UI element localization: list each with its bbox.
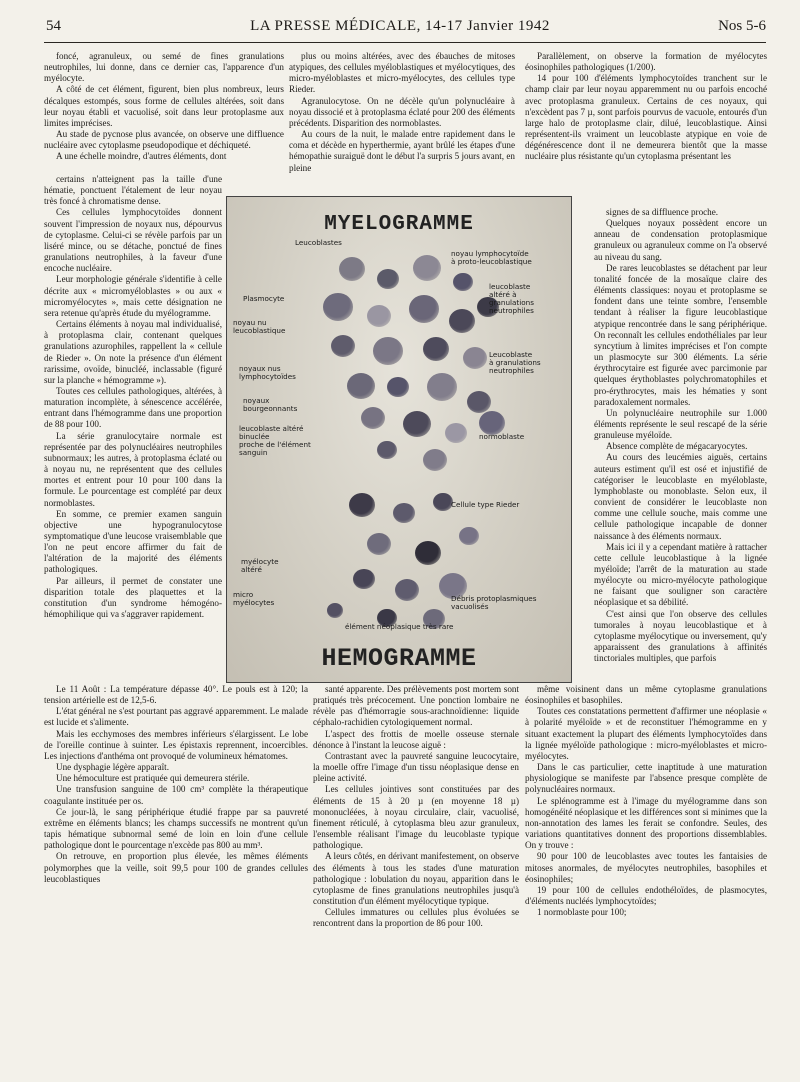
paragraph: 1 normoblaste pour 100; [537,907,627,918]
paragraph: Ce jour-là, le sang périphérique étudié frappe par sa pauvreté extrême en éléments blancs; les champs successifs ne montrent qu'un tapis hématique subnormal semé de loin en loin d'une cellule pathologique dont le pourcentage n'excède pas 800 au mm³. [44,806,308,851]
label-noyaux-nus: noyaux nus lymphocytoïdes [239,364,296,381]
paragraph: Quelques noyaux possèdent encore un anneau de condensation protoplasmique granuleux ou agranuleux comme on l'a observé au niveau du sang. [594,218,767,262]
paragraph: 90 pour 100 de leucoblastes avec toutes les fantaisies de mitoses anormales, de myélocytes neutrophiles, basophiles et éosinophiles; [525,851,767,884]
paragraph: Toutes ces cellules pathologiques, altérées, à maturation incomplète, à sénescence accélérée, entrant dans l'hémogramme dans une proportion de 88 pour 100. [44,385,222,430]
paragraph: Ces cellules lymphocytoïdes donnent souvent l'impression de noyaux nus, dépourvus de cytoplasme. Celui-ci se révèle parfois par un liséré mince, ou se détache, ponctué de fines granulations neutrophiles, à la faveur d'une encoche nucléaire. [44,207,222,274]
paragraph: plus ou moins altérées, avec des ébauches de mitoses atypiques, des cellules myéloblastiques et myélocytiques, des micro-myéloblastes et micro-myélocytes, des cellules type Rieder. [289,51,515,95]
col1-bottom [44,684,308,885]
label-leucoblaste-altere: leucoblaste altéré à granulations neutrophiles [489,282,534,315]
col1-top [44,51,284,163]
label-myelocyte-altere: myélocyte altéré [241,557,279,574]
paragraph: Au stade de pycnose plus avancée, on observe une diffluence nucléaire avec cytoplasme pseudopodique et déchiqueté. [44,129,284,151]
blood-cell [331,335,355,357]
paragraph: De rares leucoblastes se détachent par leur tonalité foncée de la mosaïque claire des éléments classiques: noyau et protoplasme se fondent dans une teinte sombre, l'ensemble tendant à réaliser la figure leucoblastique atypique rencontrée dans le sang périphérique. On reconnaît les cellules endothéliales par leur syncytium à limites imprécises et l'on compte un plasmocyte sur 300 éléments. La série érythrocytaire est figurée avec parcimonie par quelques érythoblastes polychromatophiles et pro-érythrocytes, mais les hématies y sont paradoxalement normales. [594,262,767,407]
paragraph: Le 11 Août : La température dépasse 40°. Le pouls est à 120; la tension artérielle est de 12,5-6. [44,684,308,706]
figure-title-hemogramme: HEMOGRAMME [321,644,477,673]
paragraph: signes de sa diffluence proche. [606,207,719,217]
page-header [0,18,800,40]
paragraph: L'aspect des frottis de moelle osseuse sternale dénonce à l'instant la leucose aiguë : [313,728,519,750]
paragraph: En somme, ce premier examen sanguin objective une hypogranulocytose symptomatique d'une leucose vraisemblable que l'on ne peut encore affirmer du fait de l'altération de la majorité des éléments pathologiques. [44,508,222,575]
paragraph: certains n'atteignent pas la taille d'une hématie, ponctuent l'étalement de leur noyau très foncé à chromatisme dense. [44,174,222,207]
paragraph: A une échelle moindre, d'autres éléments, dont [56,151,227,162]
blood-cell [449,309,475,333]
paragraph: Mais ici il y a cependant matière à rattacher cette cellule leucoblastique à la lignée myéloïde; l'arrêt de la maturation au stade myélocyte ou micro-myélocyte pathologique ne faisant que souligner son caractère néoplasique et sa débilité. [594,541,767,608]
paragraph: Absence complète de mégacaryocytes. [606,441,748,452]
paragraph: Une transfusion sanguine de 100 cm³ complète la thérapeutique coagulante instituée per os. [44,784,308,806]
issue-numbers: Nos 5-6 [718,18,766,34]
label-leucoblaste-granulations: Leucoblaste à granulations neutrophiles [489,350,541,375]
blood-cell [373,337,403,365]
col3-top [525,51,767,163]
label-normoblaste: normoblaste [479,432,525,441]
paragraph: Un polynucléaire neutrophile sur 1.000 éléments représente le seul rescapé de la série granuleuse myéloïde. [594,407,767,441]
figure-title-myelogramme: MYELOGRAMME [324,213,474,236]
label-micro-myelocytes: micro myélocytes [233,590,275,607]
paragraph: L'état général ne s'est pourtant pas aggravé apparemment. Le malade est lucide et s'alimente. [44,706,308,728]
col3-narrow [594,207,767,664]
paragraph: Parallèlement, on observe la formation de myélocytes éosinophiles pathologiques (1/200). [525,51,767,73]
paragraph: Au cours des leucémies aiguës, certains auteurs estiment qu'il est osé et injustifié de catégoriser le leucoblaste en myéloblaste, lymphoblaste ou monoblaste. Selon eux, il convient de considérer le leucoblaste non comme une cellule souche, mais comme une cellule pathologique incapable de donner naissance à des éléments normaux. [594,452,767,541]
label-rieder: Cellule type Rieder [451,500,520,509]
col2-top [289,51,515,174]
blood-cell [323,293,353,321]
blood-cell [353,569,375,589]
label-leucoblaste-binucle: leucoblaste altéré binuclée proche de l'élément sanguin [239,424,311,457]
blood-cell [395,579,419,601]
blood-cell [427,373,457,401]
col1-narrow [44,174,222,620]
blood-cell [463,347,487,369]
paragraph: La série granulocytaire normale est représentée par des polynucléaires neutrophiles subnormaux; les autres, à protoplasma éclaté ou à noyau nu, ne représentent que des cellules mortes et entrent pour 10 pour 100 dans la formule. Le pourcentage est complété par deux normoblastes. [44,430,222,508]
label-debris: Débris protoplasmiques vacuolisés [451,594,537,611]
blood-cell [423,337,449,361]
label-leucoblastes: Leucoblastes [295,238,342,247]
paragraph: Contrastant avec la pauvreté sanguine leucocytaire, la moelle offre l'image d'un tissu néoplasique dense en pleine activité. [313,750,519,784]
paragraph: Cellules immatures ou cellules plus évoluées se rencontrent dans la proportion de 86 pour 100. [313,907,519,929]
blood-cell [415,541,441,565]
paragraph: Certains éléments à noyau mal individualisé, à protoplasma clair, contenant quelques granulations azurophiles, rappellent la « cellule de Rieder ». On note la présence d'un élément rarissime, ovoïde, binucléé, inclassable (figuré sur la planche « hémogramme »). [44,319,222,385]
header-rule [44,42,766,43]
masthead: LA PRESSE MÉDICALE, 14-17 Janvier 1942 [250,18,550,34]
blood-cell [409,295,439,323]
paragraph: Au cours de la nuit, le malade entre rapidement dans le coma et décède en hyperthermie, ayant brûlé les étapes d'une hémopathie suraiguë dont le début l'a surpris 5 jours avant, en pleine [289,129,515,173]
blood-cell [361,407,385,429]
blood-cell [349,493,375,517]
paragraph: Par ailleurs, il permet de constater une disparition totale des plaquettes et la constitution d'un syndrome hémogéno-hémophilique qui va s'aggraver rapidement. [44,575,222,620]
col2-bottom [313,684,519,929]
blood-cell [423,449,447,471]
label-plasmocyte: Plasmocyte [243,294,285,303]
page-number: 54 [46,18,61,34]
col3-bottom [525,684,767,918]
blood-cell [467,391,491,413]
blood-cell [433,493,453,511]
blood-cell [367,533,391,555]
paragraph: même voisinent dans un même cytoplasme granulations éosinophiles et basophiles. [525,684,767,706]
paragraph: santé apparente. Des prélèvements post mortem sont pratiqués très précocement. Une ponction lombaire ne révèle pas d'hémorragie sous-arachnoïdienne: liquide céphalo-rachidien cytologiquement normal. [313,684,519,728]
paragraph: Toutes ces constatations permettent d'affirmer une néoplasie « à polarité myéloïde » et de reconstituer l'hémogramme en y situant exactement la plupart des éléments lymphocytoïdes dans la lignée myéloïde pathologique : micro-myéloblastes et micro-myélocytes. [525,706,767,761]
paragraph: Une dysphagie légère apparaît. [56,762,169,773]
blood-cell [327,603,343,618]
blood-cell [459,527,479,545]
paragraph: Mais les ecchymoses des membres inférieurs s'élargissent. Le lobe de l'oreille continue à suinter. Les épistaxis reprennent, incoercibles. Les injections d'anthéma ont provoqué de volumineux hématomes. [44,728,308,761]
label-noyau-nu: noyau nu leucoblastique [233,318,286,335]
paragraph: Dans le cas particulier, cette inaptitude à une maturation physiologique se manifeste par l'absence presque complète de polynucléaires normaux. [525,762,767,795]
paragraph: A côté de cet élément, figurent, bien plus nombreux, leurs décalques estompés, sous forme de cellules altérées, soit dans leur noyau établi et vacuolisé, soit dans leur protoplasme aux limites imprécises. [44,84,284,128]
paragraph: On retrouve, en proportion plus élevée, les mêmes éléments polymorphes que la veille, soit 99,5 pour 100 de grandes cellules leucoblastiques [44,851,308,884]
paragraph: Leur morphologie générale s'identifie à celle décrite aux « micromyéloblastes » ou aux « micromyélocytes », mais cette désignation ne sera retenue qu'après étude du myélogramme. [44,274,222,318]
blood-cell [339,257,365,281]
label-element-neoplasique: élément néoplasique très rare [345,622,454,631]
blood-cell [403,411,431,437]
blood-cell [367,305,391,327]
paragraph: Une hémoculture est pratiquée qui demeurera stérile. [56,773,250,784]
paragraph: foncé, agranuleux, ou semé de fines granulations neutrophiles, lui donne, dans ce dernier cas, l'apparence d'un myélocyte. [44,51,284,84]
label-noyau-lymphocytoide: noyau lymphocytoïde à proto-leucoblastique [451,249,532,266]
paragraph: A leurs côtés, en dérivant manifestement, on observe des éléments à tous les stades d'une maturation pathologique : lobulation du noyau, apparition dans le cytoplasme de fines granulations neutrophiles jusqu'à constitution d'un élément myélocytique typique. [313,851,519,906]
paragraph: Le splénogramme est à l'image du myélogramme dans son homogénéité néoplasique et les différences sont si minimes que la non-annotation des lames les ferait se confondre. Seules, des variations quantitatives donnent des proportions dissemblables. On y trouve : [525,795,767,851]
blood-cell [453,273,473,291]
blood-cell [347,373,375,399]
paragraph: Agranulocytose. On ne décèle qu'un polynucléaire à noyau dissocié et à protoplasma éclaté pour 200 des éléments précédents. Disparition des normoblastes. [289,95,515,128]
blood-cell [413,255,441,281]
paragraph: Les cellules jointives sont constituées par des éléments de 15 à 20 µ (en moyenne 18 µ) mononucléées, à noyau circulaire, clair, vacuolisé, finement réticulé, à cytoplasma bleu azur granuleux, l'ensemble réalisant l'image du leucoblaste typique pathologique. [313,784,519,851]
paragraph: C'est ainsi que l'on observe des cellules tumorales à noyau leucoblastique et à cytoplasme myélocytique ou inversement, qu'y apparaissent des granulations à affinités tinctoriales multiples, que parfois [594,608,767,664]
paragraph: 19 pour 100 de cellules endothéloïdes, de plasmocytes, d'éléments nucléés lymphocytoïdes; [525,884,767,906]
paragraph: 14 pour 100 d'éléments lymphocytoïdes tranchent sur le champ clair par leur noyau apparemment nu ou parfois encoché avec protoplasma granuleux. Certains de ces noyaux, qui n'excèdent pas 7 µ, sont parfois pourvus de vacuole, entourés d'un large halo de protoplasme clair, dilué, leucoblastique. Ainsi représentent-ils vraiment un leucoblaste atypique en voie de dégénérescence dont il ne demeurera bientôt que la masse nucléaire plus résistante qu'un cytoplasma présentant les [525,73,767,162]
blood-cell [377,269,399,289]
blood-cell [393,503,415,523]
blood-cell [387,377,409,397]
label-noyaux-bourgeonnants: noyaux bourgeonnants [243,396,298,413]
blood-cell [377,441,397,459]
myelogram-hemogram-figure [226,196,572,683]
blood-cell [445,423,467,443]
